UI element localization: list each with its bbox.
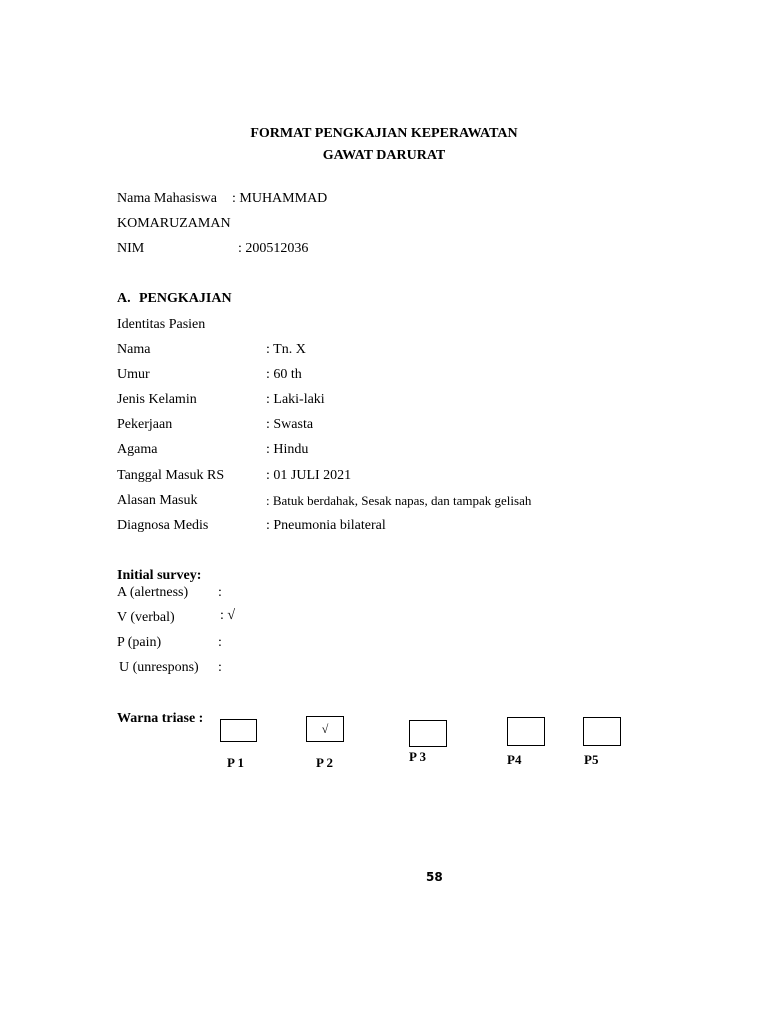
triage-label-p3: P 3 [409,749,426,764]
page-number: 58 [426,870,443,884]
student-nim-label: NIM [117,241,145,256]
check-mark-icon: √ [321,722,329,736]
triage-label-p4: P4 [507,752,522,767]
survey-value-pain: : [218,635,222,650]
field-value-diagnosa-medis: : Pneumonia bilateral [266,518,386,533]
triage-label-p2: P 2 [316,755,333,770]
survey-value-alertness: : [218,585,222,600]
survey-label-pain: P (pain) [117,635,162,650]
section-a-number: A. [117,291,131,306]
document-title-line-1: FORMAT PENGKAJIAN KEPERAWATAN [250,126,518,141]
survey-label-verbal: V (verbal) [117,610,175,625]
triage-box-p2 [306,716,344,742]
field-label-umur: Umur [117,367,150,382]
document-title-line-2: GAWAT DARURAT [322,148,446,163]
triage-box-p1 [220,719,257,742]
field-value-agama: : Hindu [266,442,309,457]
field-label-jenis-kelamin: Jenis Kelamin [117,392,197,407]
field-label-agama: Agama [117,442,158,457]
triage-box-p3 [409,720,447,747]
field-label-alasan-masuk: Alasan Masuk [117,493,198,508]
triage-label-p5: P5 [584,752,599,767]
field-value-umur: : 60 th [266,367,302,382]
triage-box-p5 [583,717,621,746]
survey-label-alertness: A (alertness) [117,585,189,600]
field-label-pekerjaan: Pekerjaan [117,417,173,432]
student-name-label: Nama Mahasiswa [117,191,217,206]
section-a-heading: PENGKAJIAN [139,291,232,306]
field-value-nama: : Tn. X [266,342,306,357]
survey-value-unrespons: : [218,660,222,675]
student-name-value: : MUHAMMAD [232,191,328,206]
triage-label-p1: P 1 [227,755,244,770]
patient-identity-subheading: Identitas Pasien [117,317,206,332]
field-label-diagnosa-medis: Diagnosa Medis [117,518,209,533]
field-value-alasan-masuk: : Batuk berdahak, Sesak napas, dan tampak gelisah [266,493,532,508]
field-value-pekerjaan: : Swasta [266,417,314,432]
triage-label: Warna triase : [117,711,204,726]
survey-label-unrespons: U (unrespons) [119,660,199,675]
triage-box-p4 [507,717,545,746]
student-name-value-continued: KOMARUZAMAN [117,216,231,231]
field-value-tanggal-masuk: : 01 JULI 2021 [266,468,352,483]
field-value-jenis-kelamin: : Laki-laki [266,392,325,407]
field-label-nama: Nama [117,342,151,357]
survey-value-verbal: : √ [220,608,236,623]
field-label-tanggal-masuk: Tanggal Masuk RS [117,468,225,483]
initial-survey-heading: Initial survey: [117,568,202,583]
student-nim-value: : 200512036 [238,241,309,256]
